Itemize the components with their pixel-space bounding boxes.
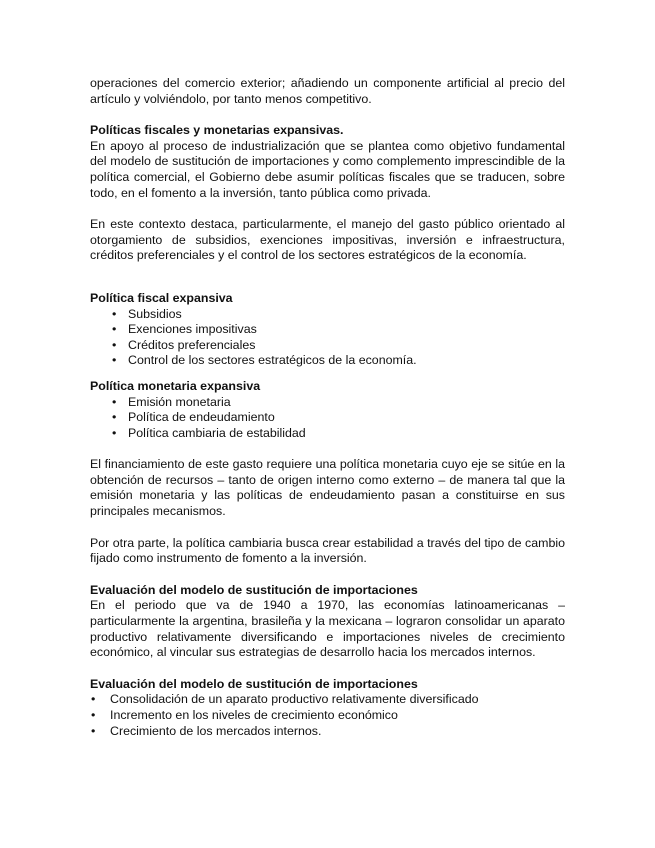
list-item-text: Política cambiaria de estabilidad [128,425,306,440]
list-item-text: Exenciones impositivas [128,322,257,337]
bullet-icon: • [91,708,96,722]
bullet-icon: • [91,692,96,707]
list-item [90,307,565,323]
evaluation-heading: Evaluación del modelo de sustitución de importaciones [90,582,418,597]
industrialization-paragraph: En apoyo al proceso de industrialización que se plantea como objetivo fundamental del modelo de sustitución de importaciones y como complemento imprescindible de la política comercial, el Gobierno debe asumir políticas fiscales que se traducen, sobre todo, en el fomento a la inversión, tanto pública como privada. [90,138,565,200]
evaluation-paragraph: En el periodo que va de 1940 a 1970, las economías latinoamericanas – particularmente la argentina, brasileña y la mexicana – lograron consolidar un aparato productivo relativamente diversificando e importaciones niveles de crecimiento económico, al vincular sus estrategias de desarrollo hacia los mercados internos. [90,598,565,660]
bullet-icon: • [112,394,117,409]
list-item-text: Incremento en los niveles de crecimiento económico [110,708,398,722]
list-item-text: Emisión monetaria [128,394,231,409]
list-item-text: Subsidios [128,306,182,321]
bullet-icon: • [112,337,117,352]
bullet-icon: • [112,353,117,368]
list-item-text: Crecimiento de los mercados internos. [110,723,322,738]
list-item-text: Política de endeudamiento [128,410,275,425]
list-item-text: Consolidación de un aparato productivo relativamente diversificado [110,692,479,707]
list-item [90,724,565,740]
fiscal-monetary-heading: Políticas fiscales y monetarias expansivas. [90,123,344,138]
fiscal-policy-heading: Política fiscal expansiva [90,290,233,305]
list-item-text: Control de los sectores estratégicos de la economía. [128,353,417,368]
list-item [90,338,565,354]
bullet-icon: • [112,306,117,321]
evaluation-summary-list [90,692,565,739]
bullet-icon: • [112,410,117,425]
public-spending-paragraph: En este contexto destaca, particularmente, el manejo del gasto público orientado al otorgamiento de subsidios, exenciones impositivas, inversión e infraestructura, créditos preferenciales y el control de los sectores estratégicos de la economía. [90,217,565,263]
fiscal-policy-list [90,307,565,369]
list-item [90,322,565,338]
bullet-icon: • [112,425,117,440]
intro-continuation-paragraph: operaciones del comercio exterior; añadiendo un componente artificial al precio del artículo y volviéndolo, por tanto menos competitivo. [90,76,565,106]
financing-paragraph: El financiamiento de este gasto requiere una política monetaria cuyo eje se sitúe en la obtención de recursos – tanto de origen interno como externo – de manera tal que la emisión monetaria y las políticas de endeudamiento pasan a constituirse en sus principales mecanismos. [90,457,565,519]
monetary-policy-heading: Política monetaria expansiva [90,378,261,393]
exchange-rate-paragraph: Por otra parte, la política cambiaria busca crear estabilidad a través del tipo de cambio fijado como instrumento de fomento a la inversión. [90,535,565,566]
document-page [90,76,565,739]
list-item [90,692,565,708]
bullet-icon: • [91,723,96,738]
monetary-policy-list [90,395,565,442]
list-item [90,395,565,411]
list-item [90,708,565,724]
list-item-text: Créditos preferenciales [128,337,256,352]
list-item [90,353,565,369]
bullet-icon: • [112,322,117,337]
list-item [90,410,565,426]
evaluation-summary-heading: Evaluación del modelo de sustitución de importaciones [90,676,418,691]
list-item [90,426,565,442]
